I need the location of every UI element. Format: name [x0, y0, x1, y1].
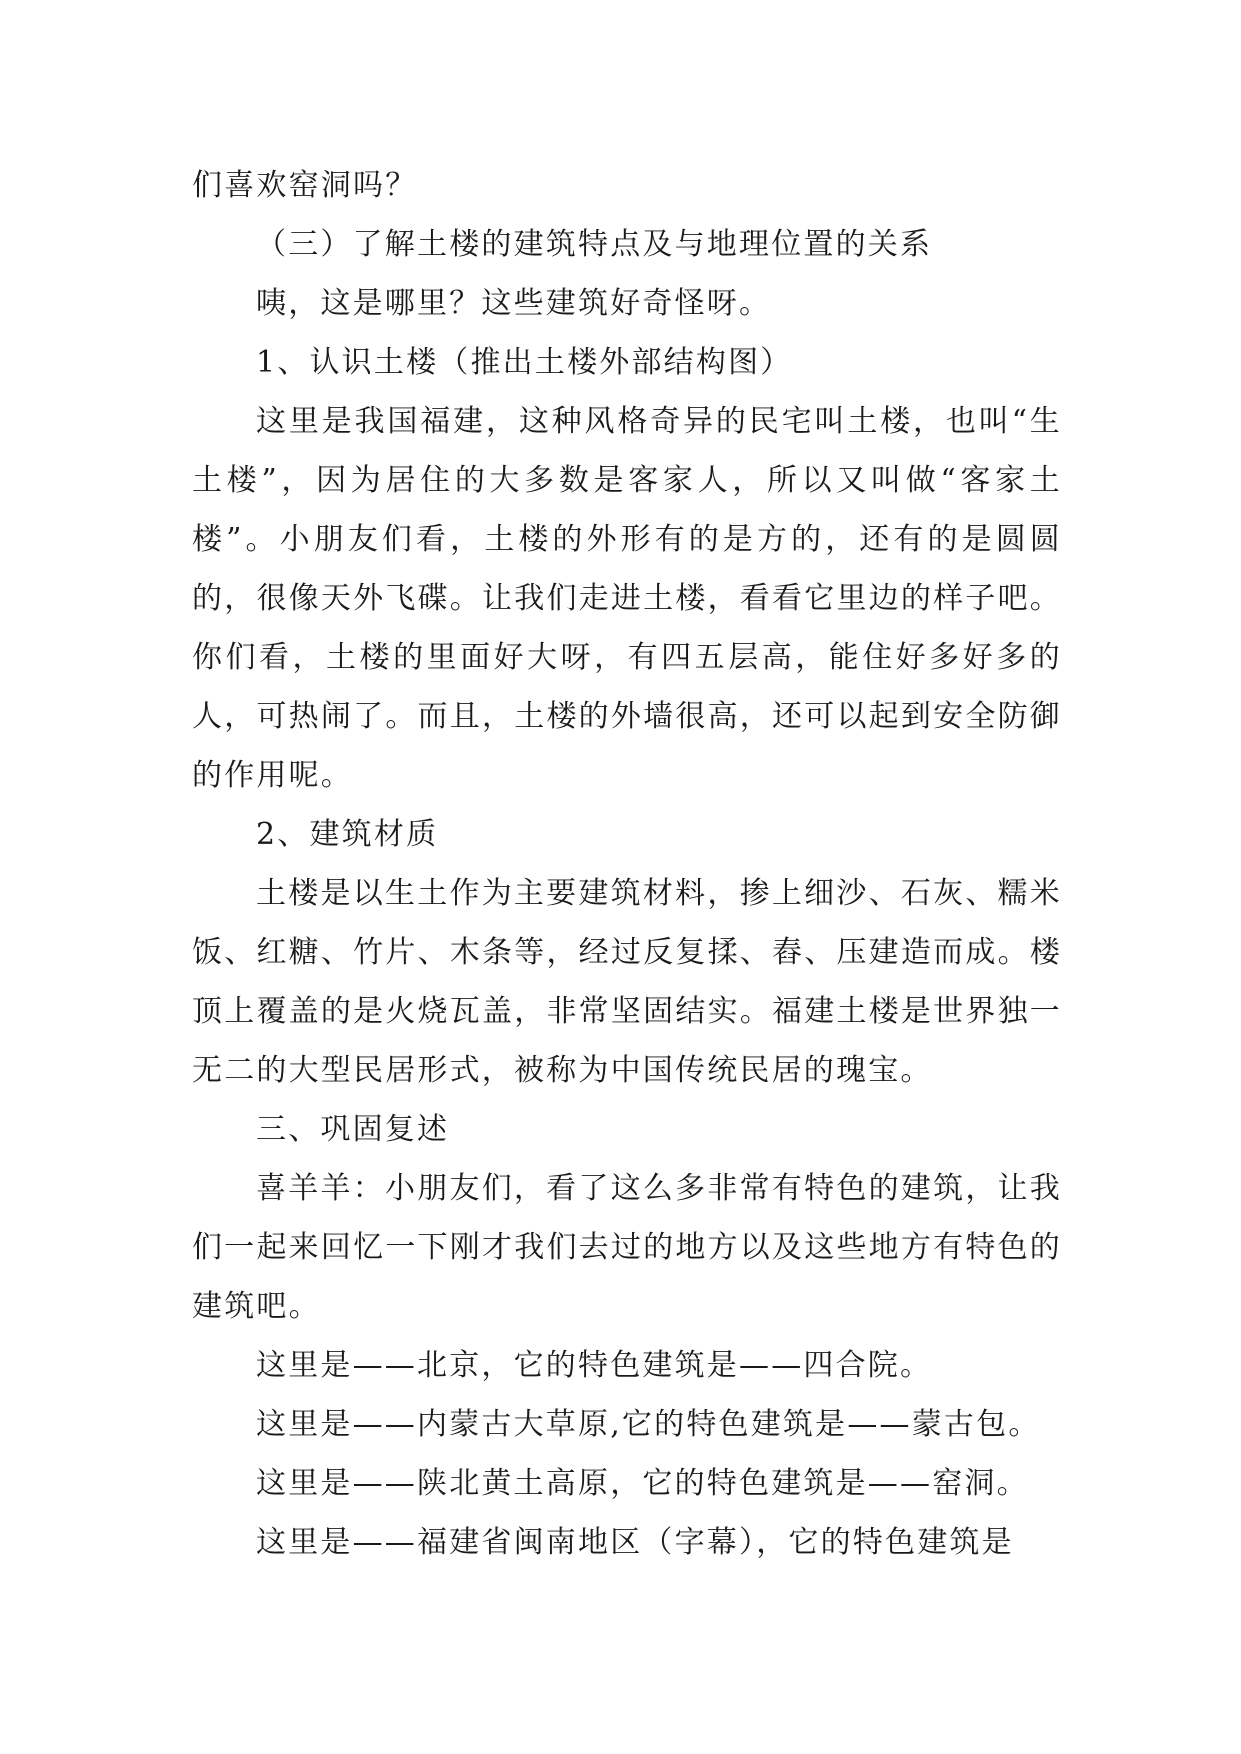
paragraph-xiyangyang: 喜羊羊：小朋友们，看了这么多非常有特色的建筑，让我们一起来回忆一下刚才我们去过的地方以及这些地方有特色的建筑吧。	[192, 1171, 1062, 1324]
subheading-materials: 2、建筑材质	[256, 817, 439, 852]
paragraph-shaanbei: 这里是——陕北黄土高原，它的特色建筑是——窑洞。	[256, 1466, 1029, 1501]
paragraph-inner-mongolia: 这里是——内蒙古大草原,它的特色建筑是——蒙古包。	[256, 1407, 1041, 1442]
paragraph-beijing: 这里是——北京，它的特色建筑是——四合院。	[256, 1348, 933, 1383]
paragraph-question: 咦，这是哪里？这些建筑好奇怪呀。	[256, 286, 772, 321]
section-heading-tulou: （三）了解土楼的建筑特点及与地理位置的关系	[256, 227, 933, 262]
paragraph-materials: 土楼是以生土作为主要建筑材料，掺上细沙、石灰、糯米饭、红糖、竹片、木条等，经过反复揉、舂、压建造而成。楼顶上覆盖的是火烧瓦盖，非常坚固结实。福建土楼是世界独一无二的大型民居形式，被称为中国传统民居的瑰宝。	[192, 876, 1062, 1088]
paragraph-fujian: 这里是——福建省闽南地区（字幕），它的特色建筑是	[256, 1525, 1014, 1560]
paragraph-tulou-intro: 这里是我国福建，这种风格奇异的民宅叫土楼，也叫“生土楼”，因为居住的大多数是客家人，所以又叫做“客家土楼”。小朋友们看，土楼的外形有的是方的，还有的是圆圆的，很像天外飞碟。让我们走进土楼，看看它里边的样子吧。你们看，土楼的里面好大呀，有四五层高，能住好多好多的人，可热闹了。而且，土楼的外墙很高，还可以起到安全防御的作用呢。	[192, 404, 1062, 793]
section-heading-review: 三、巩固复述	[256, 1112, 450, 1147]
subheading-know-tulou: 1、认识土楼（推出土楼外部结构图）	[256, 345, 793, 380]
paragraph-continuation: 们喜欢窑洞吗？	[192, 168, 418, 203]
document-body	[192, 156, 1062, 1572]
